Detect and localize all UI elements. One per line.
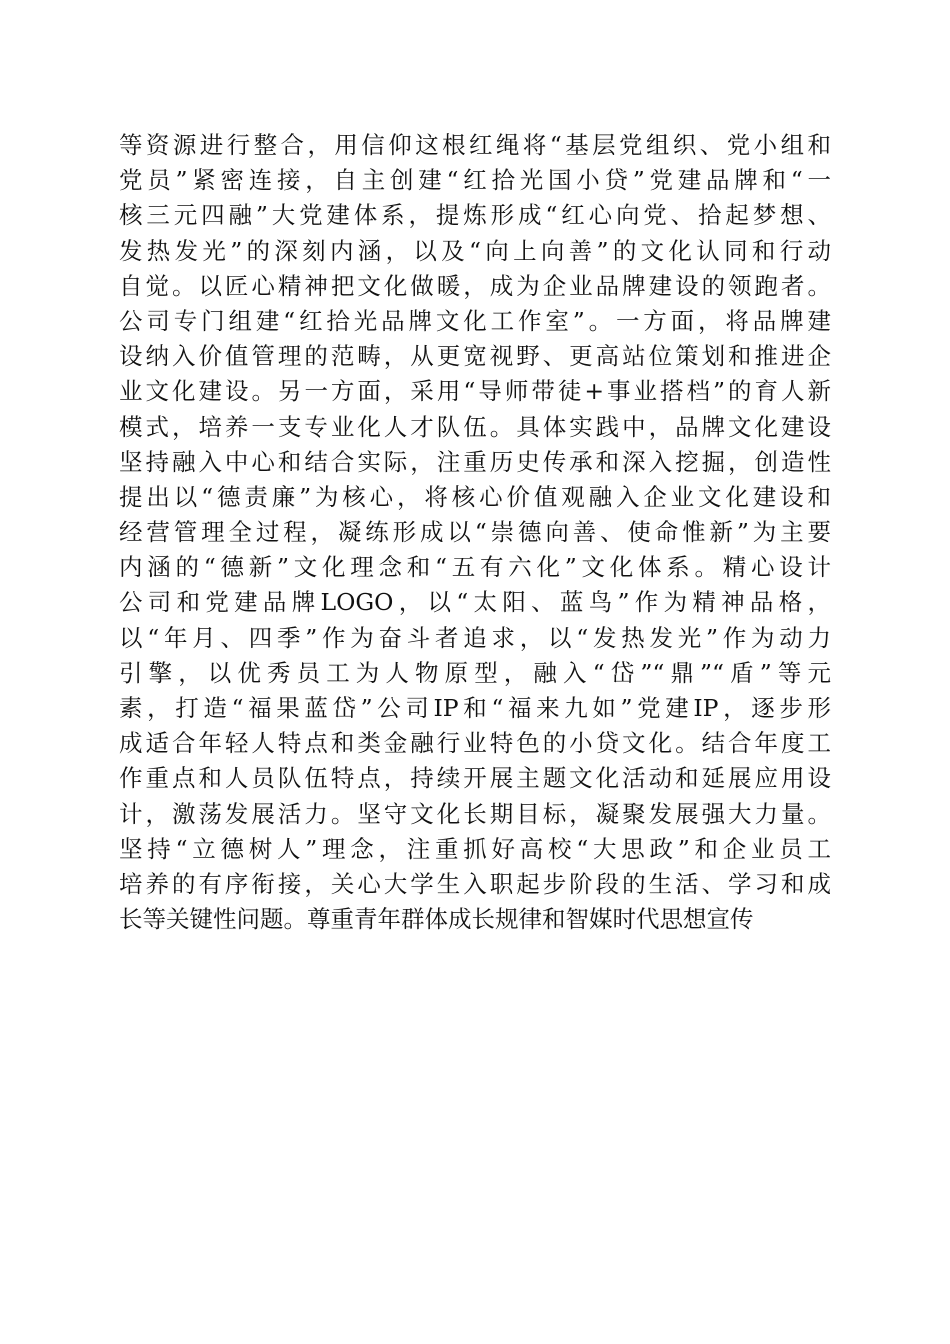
text-line: 等资源进行整合，用信仰这根红绳将“基层党组织、党小组和 <box>119 131 831 159</box>
body-text <box>119 128 831 937</box>
text-line: 培养的有序衔接，关心大学生入职起步阶段的生活、学习和成 <box>119 869 831 898</box>
text-line: 公司专门组建“红拾光品牌文化工作室”。一方面，将品牌建 <box>119 306 831 335</box>
text-line: 坚持“立德树人”理念，注重抓好高校“大思政”和企业员工 <box>119 834 831 863</box>
text-line: 发热发光”的深刻内涵，以及“向上向善”的文化认同和行动 <box>119 236 831 265</box>
text-line: 内涵的“德新”文化理念和“五有六化”文化体系。精心设计 <box>119 553 831 582</box>
text-line: 以“年月、四季”作为奋斗者追求，以“发热发光”作为动力 <box>119 623 831 652</box>
text-line: 自觉。以匠心精神把文化做暖，成为企业品牌建设的领跑者。 <box>119 271 831 300</box>
text-line: 计，激荡发展活力。坚守文化长期目标，凝聚发展强大力量。 <box>119 799 831 828</box>
text-line: 素，打造“福果蓝岱”公司IP和“福来九如”党建IP，逐步形 <box>119 694 831 722</box>
text-line: 成适合年轻人特点和类金融行业特色的小贷文化。结合年度工 <box>119 729 831 758</box>
text-line: 长等关键性问题。尊重青年群体成长规律和智媒时代思想宣传 <box>119 905 754 934</box>
text-line: 作重点和人员队伍特点，持续开展主题文化活动和延展应用设 <box>119 764 831 793</box>
text-line: 党员”紧密连接，自主创建“红拾光国小贷”党建品牌和“一 <box>119 166 831 195</box>
text-line: 经营管理全过程，凝练形成以“崇德向善、使命惟新”为主要 <box>119 518 831 547</box>
text-line: 提出以“德责廉”为核心，将核心价值观融入企业文化建设和 <box>119 482 831 511</box>
text-line: 设纳入价值管理的范畴，从更宽视野、更高站位策划和推进企 <box>119 342 831 371</box>
text-line: 坚持融入中心和结合实际，注重历史传承和深入挖掘，创造性 <box>119 447 831 476</box>
text-line: 核三元四融”大党建体系，提炼形成“红心向党、拾起梦想、 <box>119 201 831 230</box>
text-line: 公司和党建品牌LOGO，以“太阳、蓝鸟”作为精神品格， <box>119 588 831 617</box>
text-line: 业文化建设。另一方面，采用“导师带徒+事业搭档”的育人新 <box>119 377 831 406</box>
text-line: 模式，培养一支专业化人才队伍。具体实践中，品牌文化建设 <box>119 412 831 441</box>
text-line: 引擎，以优秀员工为人物原型，融入“岱”“鼎”“盾”等元 <box>119 658 831 687</box>
